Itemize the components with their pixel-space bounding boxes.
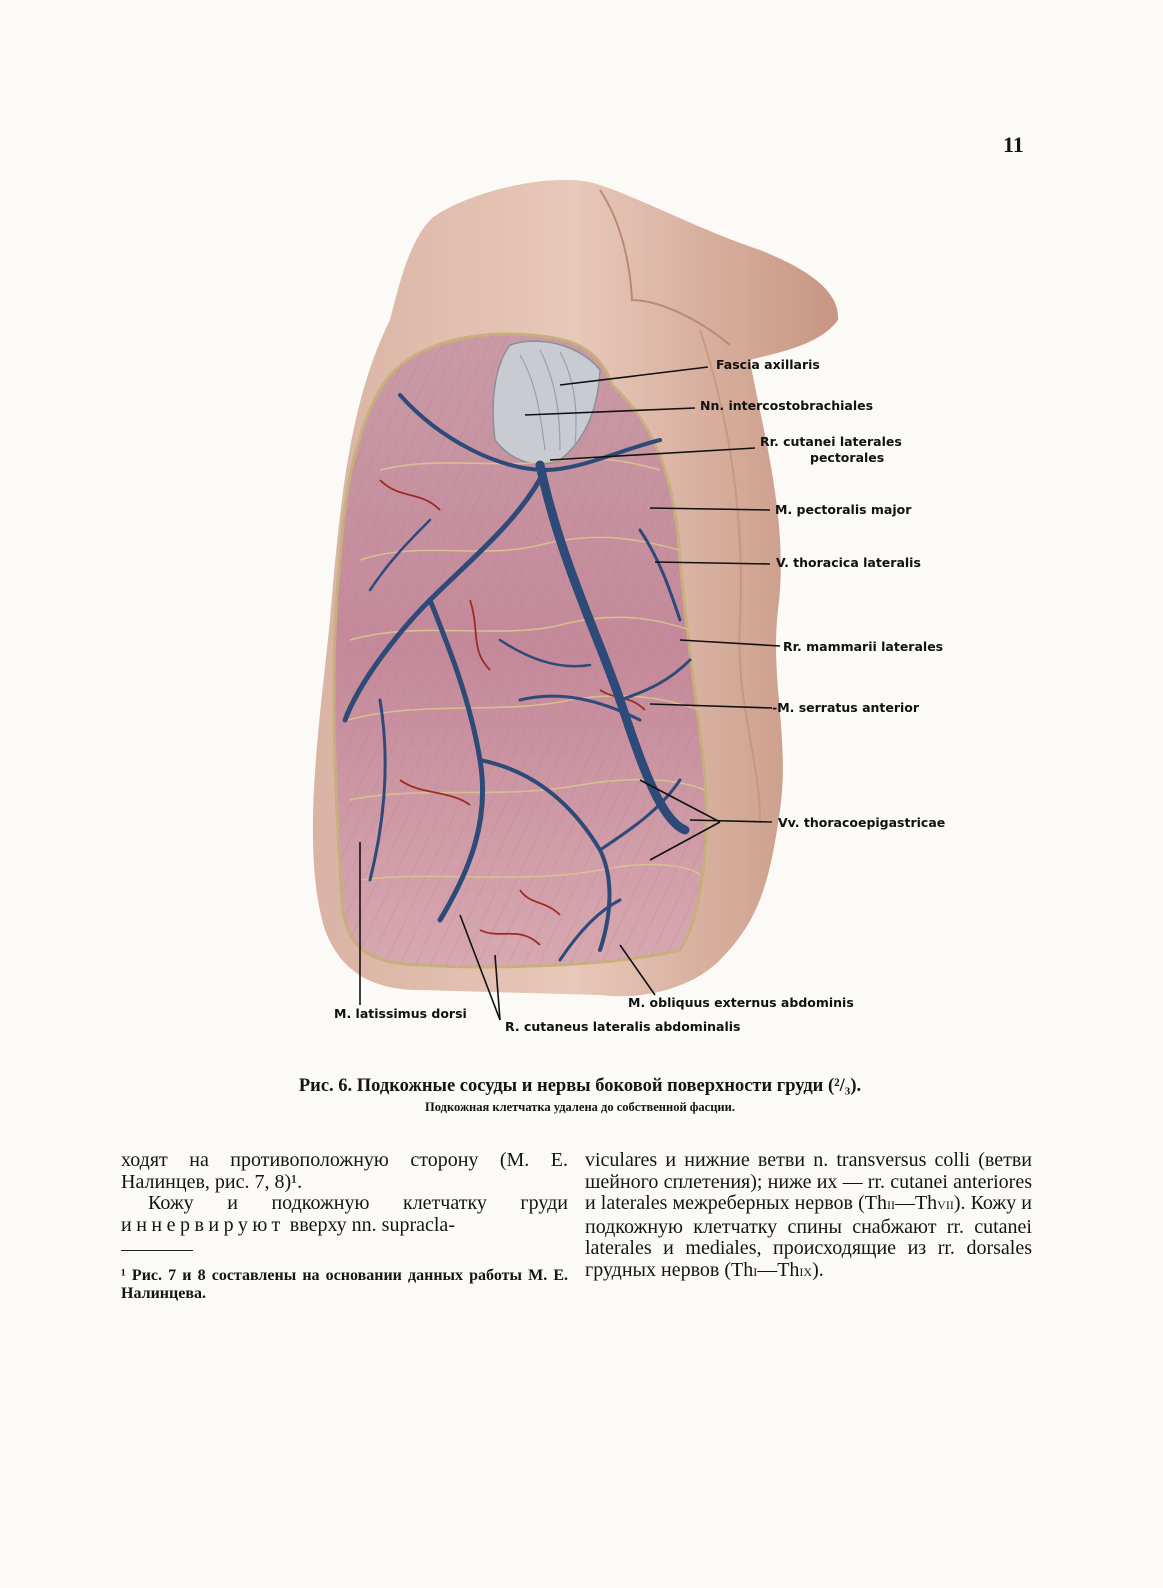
text-span: ).	[812, 1258, 824, 1281]
label-vv-thoracoepigastricae: Vv. thoracoepigastricae	[778, 815, 946, 830]
text-column-right	[585, 1150, 1032, 1283]
figure-caption-title: Рис. 6. Подкожные сосуды и нервы боковой поверхности груди (²/₃).	[298, 1076, 862, 1096]
footnote-rule	[121, 1250, 193, 1251]
text-span: ). Кожу и подкожную клетчатку спины снабжают rr. cutanei laterales и mediales, происходящие из rr. dorsales грудных нервов (Th	[585, 1192, 1032, 1281]
text-span: вверху nn. supracla-	[284, 1213, 455, 1236]
label-m-latissimus-dorsi: M. latissimus dorsi	[334, 1006, 467, 1021]
subscript: VII	[937, 1198, 954, 1212]
spaced-emphasis: иннервируют	[121, 1213, 285, 1236]
label-rr-cutanei-laterales: Rr. cutanei laterales	[760, 434, 902, 449]
label-fascia-axillaris: Fascia axillaris	[716, 357, 820, 372]
text-span: —Th	[757, 1258, 800, 1281]
label-rr-mammarii-laterales: Rr. mammarii laterales	[783, 639, 944, 654]
paragraph	[585, 1150, 1032, 1283]
text-column-left	[121, 1150, 568, 1236]
label-m-pectoralis-major: M. pectoralis major	[775, 502, 912, 517]
paragraph: ходят на противоположную сторону (М. Е. Налинцев, рис. 7, 8)¹.	[121, 1149, 568, 1193]
text-span: —Th	[894, 1192, 938, 1214]
footnote: ¹ Рис. 7 и 8 составлены на основании данных работы М. Е. Налинцева.	[121, 1267, 568, 1302]
label-m-obliquus-externus: M. obliquus externus abdominis	[628, 995, 854, 1010]
text-span: Кожу и подкожную клетчатку груди	[148, 1192, 568, 1214]
label-rr-cutanei-laterales-pectorales: pectorales	[810, 450, 885, 465]
subscript: I	[753, 1264, 758, 1279]
label-r-cutaneus-lateralis: R. cutaneus lateralis abdominalis	[505, 1019, 741, 1034]
text-span: viculares и нижние ветви n. transversus colli (ветви шейного сплетения); ниже их — rr. cutanei anteriores и laterales межреберных нервов (Th	[585, 1149, 1032, 1214]
page-number: 11	[1003, 132, 1024, 157]
label-m-serratus-anterior: -M. serratus anterior	[772, 700, 920, 715]
subscript: II	[886, 1198, 895, 1212]
paragraph	[121, 1193, 568, 1236]
label-nn-intercostobrachiales: Nn. intercostobrachiales	[700, 398, 874, 413]
figure-caption-subtitle: Подкожная клетчатка удалена до собственной фасции.	[425, 1100, 735, 1114]
subscript: IX	[799, 1264, 813, 1279]
label-v-thoracica-lateralis: V. thoracica lateralis	[776, 555, 921, 570]
